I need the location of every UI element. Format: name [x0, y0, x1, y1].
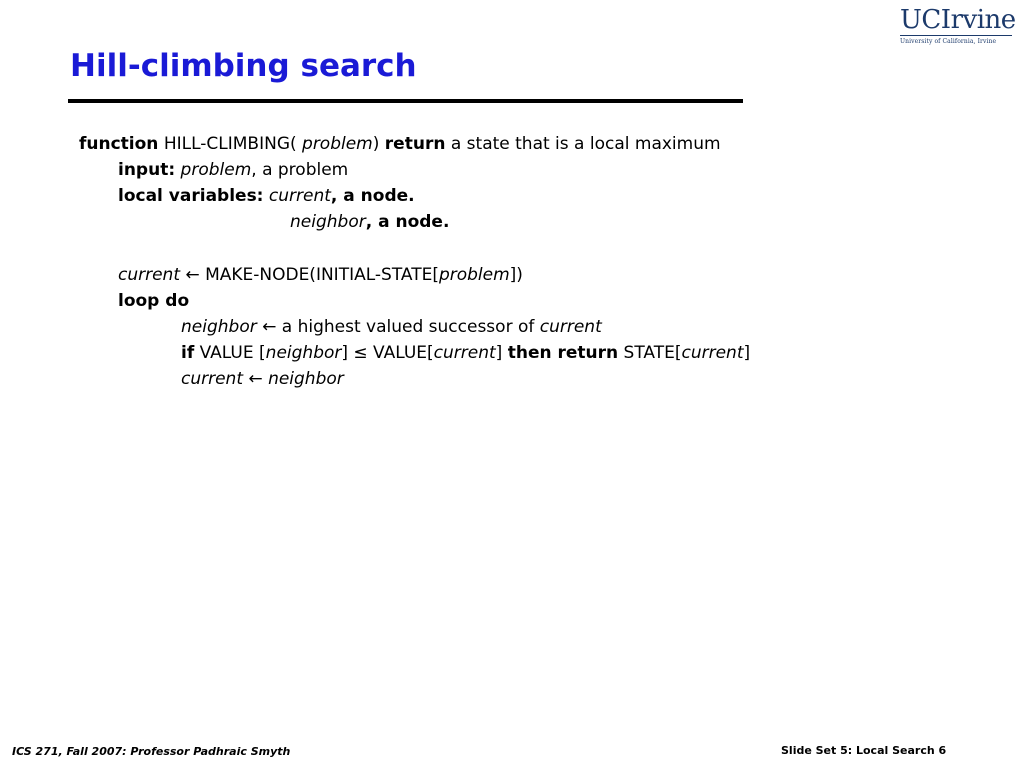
keyword-then-return: then return: [507, 343, 619, 363]
uci-logo: [900, 6, 1014, 48]
var-neighbor: neighbor: [181, 317, 257, 337]
var-type: , a node.: [330, 186, 415, 206]
var-neighbor: neighbor: [290, 212, 366, 232]
code-line-5: [118, 265, 523, 285]
keyword-return: return: [384, 134, 446, 154]
successor-text: a highest valued successor of: [281, 317, 535, 337]
function-name: HILL-CLIMBING(: [163, 134, 297, 154]
var-type: , a node.: [365, 212, 450, 232]
assign-arrow: ←: [248, 369, 263, 389]
function-close: ): [372, 134, 380, 154]
var-current: current: [433, 343, 496, 363]
footer-course-info: ICS 271, Fall 2007: Professor Padhraic Smyth: [12, 745, 291, 758]
var-current: current: [181, 369, 243, 389]
var-current: current: [681, 343, 744, 363]
code-line-8: [181, 343, 750, 363]
assign-arrow: ←: [185, 265, 200, 285]
state-open: STATE[: [623, 343, 682, 363]
var-neighbor: neighbor: [268, 369, 344, 389]
code-line-6: [118, 291, 189, 311]
code-line-3: [118, 186, 415, 206]
make-node-close: ]): [509, 265, 523, 285]
input-description: , a problem: [251, 160, 349, 180]
code-line-2: [118, 160, 348, 180]
logo-subtitle: University of California, Irvine: [900, 38, 997, 45]
state-close: ]: [743, 343, 751, 363]
logo-divider: [900, 35, 1012, 36]
assign-arrow: ←: [262, 317, 277, 337]
var-current: current: [539, 317, 602, 337]
label-input: input:: [118, 160, 176, 180]
param-problem: problem: [438, 265, 510, 285]
var-neighbor: neighbor: [265, 343, 342, 363]
label-local-variables: local variables:: [118, 186, 264, 206]
code-line-4: [290, 212, 449, 232]
footer-slide-number: Slide Set 5: Local Search 6: [781, 744, 947, 757]
title-underline: [68, 99, 743, 103]
return-description: a state that is a local maximum: [450, 134, 721, 154]
value-close: ]: [495, 343, 503, 363]
value-open: VALUE [: [199, 343, 266, 363]
code-line-1: [79, 134, 721, 154]
var-current: current: [268, 186, 331, 206]
code-line-9: [181, 369, 344, 389]
logo-wordmark: UCIrvine: [900, 5, 1016, 35]
keyword-loop-do: loop do: [118, 291, 190, 311]
comparison: ] ≤ VALUE[: [341, 343, 434, 363]
keyword-if: if: [181, 343, 195, 363]
param-problem: problem: [302, 134, 373, 154]
param-problem: problem: [180, 160, 252, 180]
make-node-call: MAKE-NODE(INITIAL-STATE[: [205, 265, 439, 285]
code-line-7: [181, 317, 602, 337]
var-current: current: [118, 265, 180, 285]
keyword-function: function: [79, 134, 159, 154]
slide-title: Hill-climbing search: [70, 48, 417, 84]
